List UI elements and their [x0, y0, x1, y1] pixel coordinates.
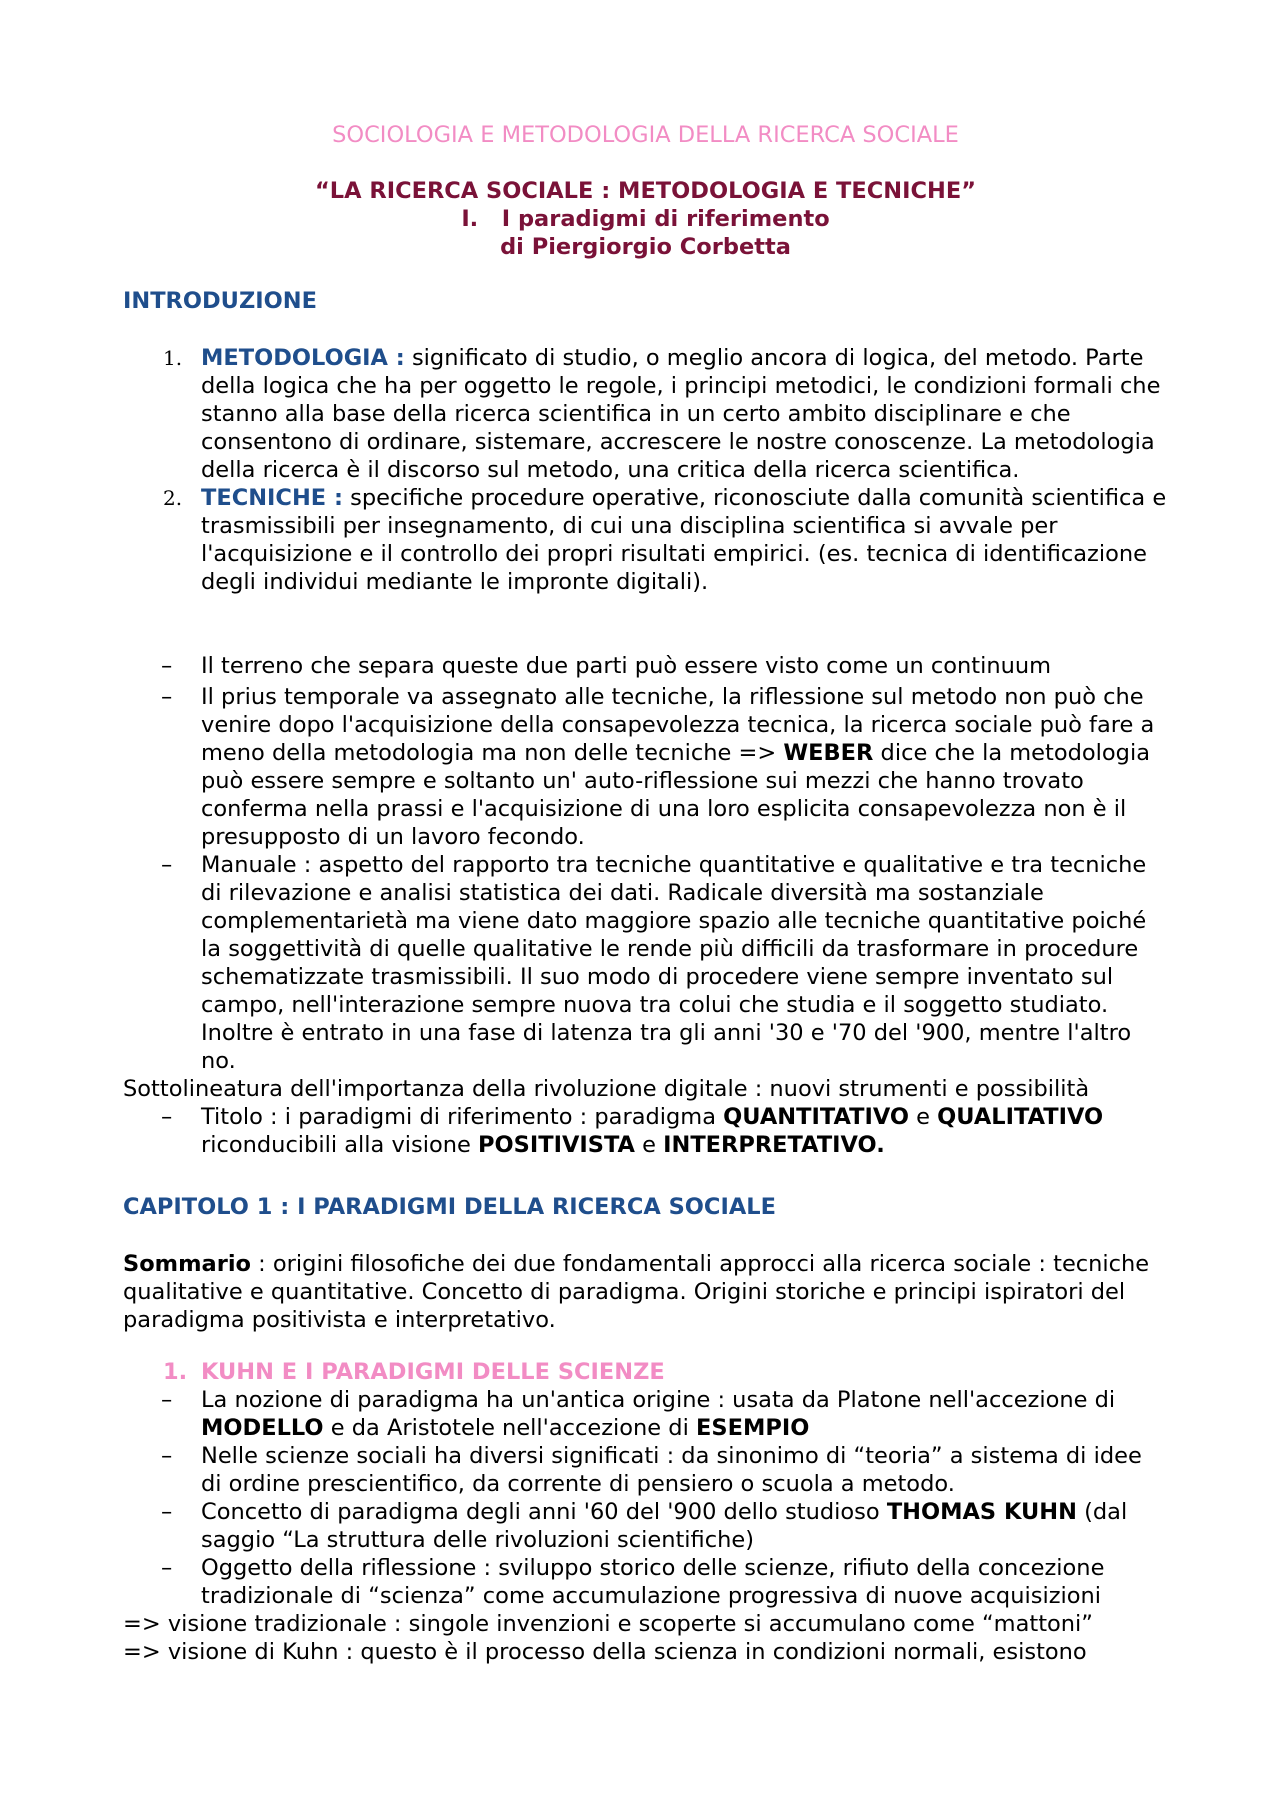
- bullet-text: Manuale : aspetto del rapporto tra tecniche quantitative e qualitative e tra tecniche di rilevazione e analisi statistica dei dati. Radicale diversità ma sostanziale complementarietà ma viene dato maggiore spazio alle tecniche quantitative poiché la soggettività di quelle qualitative le rende più difficili da trasformare in procedure schematizzate trasmissibili. Il suo modo di procedere viene sempre inventato sul campo, nell'interazione sempre nuova tra colui che studia e il soggetto studiato. Inoltre è entrato in una fase di latenza tra gli anni '30 e '70 del '900, mentre l'altro no.: [201, 852, 1147, 1074]
- volume-line: [123, 205, 1168, 233]
- section-number: 1.: [163, 1359, 188, 1385]
- dash-marker: –: [161, 653, 173, 679]
- book-header: [123, 177, 1168, 261]
- list-item: [123, 344, 1168, 484]
- volume-title: I paradigmi di riferimento: [501, 206, 830, 232]
- bullet-text: Oggetto della riflessione : sviluppo storico delle scienze, rifiuto della concezione tradizionale di “scienza” come accumulazione progressiva di nuove acquisizioni: [201, 1555, 1105, 1609]
- list-item: – Concetto di paradigma degli anni '60 del '900 dello studioso THOMAS KUHN (dal saggio “La struttura delle rivoluzioni scientifiche): [161, 1499, 1128, 1553]
- dash-marker: –: [161, 1104, 173, 1130]
- list-item: [123, 652, 1168, 680]
- chapter-heading: CAPITOLO 1 : I PARADIGMI DELLA RICERCA SOCIALE: [123, 1194, 776, 1220]
- dash-marker: –: [161, 852, 173, 878]
- term-tecniche: TECNICHE :: [201, 485, 343, 511]
- bold-weber: WEBER: [783, 740, 874, 766]
- text-line: => visione tradizionale : singole invenzioni e scoperte si accumulano come “mattoni”: [123, 1611, 1093, 1637]
- volume-number: I.: [461, 206, 479, 232]
- summary-label: Sommario: [123, 1251, 252, 1277]
- bullet-text: Il terreno che separa queste due parti può essere visto come un continuum: [201, 653, 1052, 679]
- summary-paragraph: Sommario : origini filosofiche dei due fondamentali approcci alla ricerca sociale : tecniche qualitative e quantitative. Concetto di paradigma. Origini storiche e principi ispiratori del paradigma positivista e interpretativo.: [123, 1251, 1150, 1333]
- section1-list: [123, 1358, 1168, 1666]
- dash-marker: –: [161, 1387, 173, 1413]
- note-line: Sottolineatura dell'importanza della rivoluzione digitale : nuovi strumenti e possibilità: [123, 1076, 1090, 1102]
- section-heading: [123, 1358, 1168, 1386]
- section-title: KUHN E I PARADIGMI DELLE SCIENZE: [201, 1359, 665, 1385]
- list-item: [123, 484, 1168, 596]
- list-item: [123, 1554, 1168, 1610]
- intro-heading: INTRODUZIONE: [123, 288, 317, 314]
- list-item: – Il prius temporale va assegnato alle tecniche, la riflessione sul metodo non può che venire dopo l'acquisizione della consapevolezza tecnica, la ricerca sociale può fare a meno della metodologia ma non delle tecniche => WEBER dice che la metodologia può essere sempre e soltanto un' auto-riflessione sui mezzi che hanno trovato conferma nella prassi e l'acquisizione di una loro esplicita consapevolezza non è il presupposto di un lavoro fecondo.: [161, 684, 1155, 850]
- list-item: – Titolo : i paradigmi di riferimento : paradigma QUANTITATIVO e QUALITATIVO riconducibili alla visione POSITIVISTA e INTERPRETATIVO.: [161, 1104, 1104, 1158]
- intro-bullets: [123, 652, 1168, 1159]
- text-line: => visione di Kuhn : questo è il processo della scienza in condizioni normali, esistono: [123, 1639, 1087, 1665]
- list-item: [123, 1442, 1168, 1498]
- dash-marker: –: [161, 1499, 173, 1525]
- book-title: “LA RICERCA SOCIALE : METODOLOGIA E TECNICHE”: [315, 178, 976, 204]
- item-number: 2.: [163, 486, 183, 510]
- item-text: significato di studio, o meglio ancora di logica, del metodo. Parte della logica che ha per oggetto le regole, i principi metodici, le condizioni formali che stanno alla base della ricerca scientifica in un certo ambito disciplinare e che consentono di ordinare, sistemare, accrescere le nostre conoscenze. La metodologia della ricerca è il discorso sul metodo, una critica della ricerca scientifica.: [201, 345, 1161, 483]
- intro-numbered-list: [123, 344, 1168, 596]
- bullet-text: Nelle scienze sociali ha diversi significati : da sinonimo di “teoria” a sistema di idee di ordine prescientifico, da corrente di pensiero o scuola a metodo.: [201, 1443, 1142, 1497]
- list-item: [123, 851, 1168, 1075]
- item-text: specifiche procedure operative, riconosciute dalla comunità scientifica e trasmissibili per insegnamento, di cui una disciplina scientifica si avvale per l'acquisizione e il controllo dei propri risultati empirici. (es. tecnica di identificazione degli individui mediante le impronte digitali).: [201, 485, 1167, 595]
- author-line: di Piergiorgio Corbetta: [500, 234, 791, 260]
- dash-marker: –: [161, 1555, 173, 1581]
- dash-marker: –: [161, 1443, 173, 1469]
- dash-marker: –: [161, 684, 173, 710]
- term-metodologia: METODOLOGIA :: [201, 345, 405, 371]
- list-item: – La nozione di paradigma ha un'antica origine : usata da Platone nell'accezione di MODELLO e da Aristotele nell'accezione di ESEMPIO: [161, 1387, 1116, 1441]
- document-title: SOCIOLOGIA E METODOLOGIA DELLA RICERCA SOCIALE: [332, 122, 959, 148]
- item-number: 1.: [163, 346, 183, 370]
